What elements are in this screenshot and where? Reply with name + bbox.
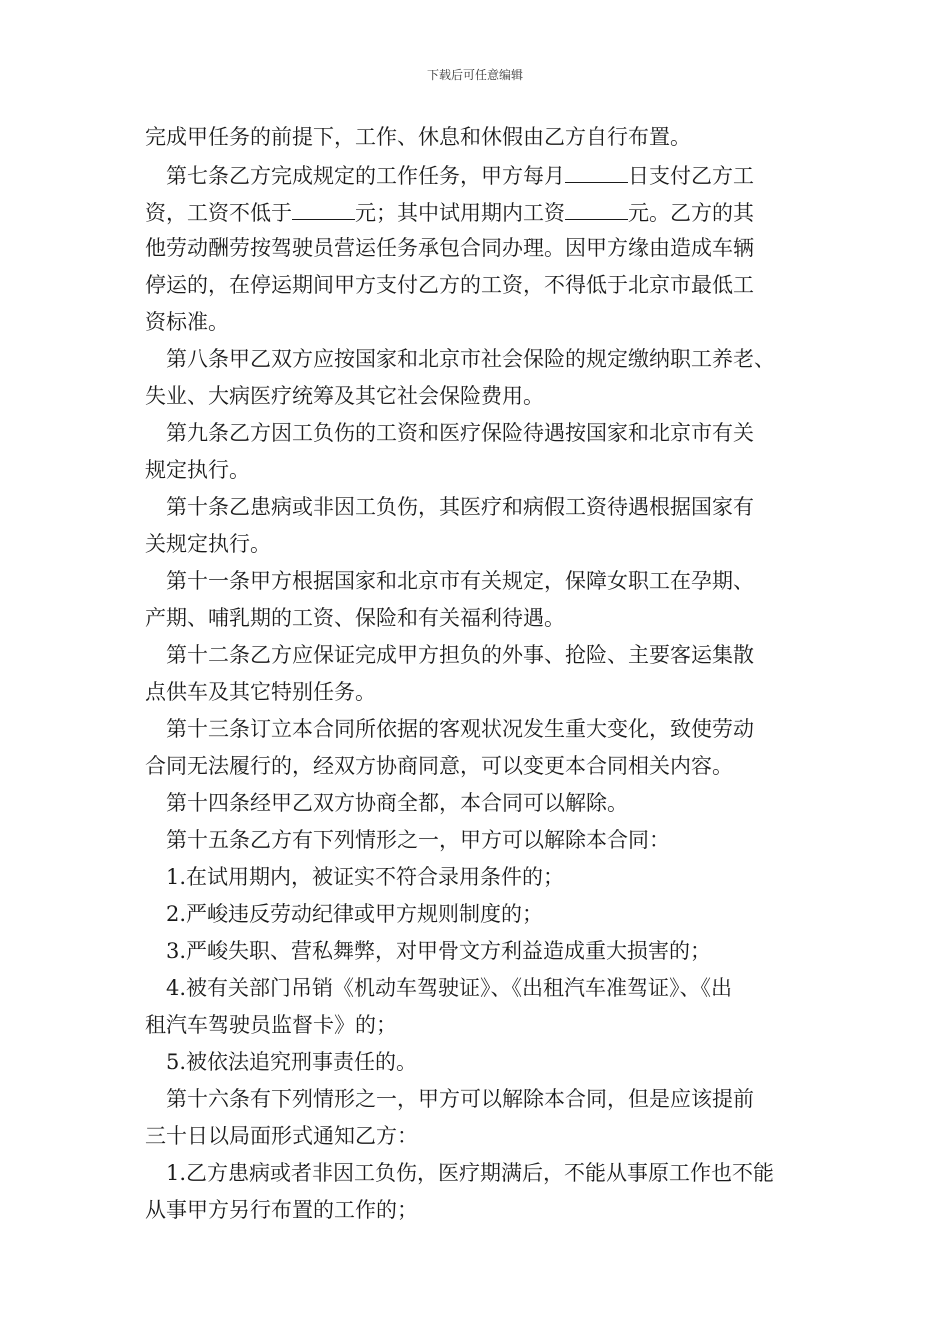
text-line: 产期、哺乳期的工资、保险和有关福利待遇。 xyxy=(145,606,565,630)
text-line: 第九条乙方因工负伤的工资和医疗保险待遇按国家和北京市有关 xyxy=(166,421,754,445)
text-line: 第十五条乙方有下列情形之一，甲方可以解除本合同： xyxy=(166,828,670,852)
text-line: 1.在试用期内，被证实不符合录用条件的； xyxy=(166,865,565,889)
text-line: 1.乙方患病或者非因工负伤，医疗期满后，不能从事原工作也不能 xyxy=(166,1161,775,1185)
text-line: 停运的，在停运期间甲方支付乙方的工资，不得低于北京市最低工 xyxy=(145,273,754,297)
text-line: 2.严峻违反劳动纪律或甲方规则制度的； xyxy=(166,902,544,926)
text-line xyxy=(145,193,825,230)
text-segment: 第七条乙方完成规定的工作任务，甲方每月 xyxy=(166,164,565,188)
text-line: 第十六条有下列情形之一，甲方可以解除本合同，但是应该提前 xyxy=(166,1087,754,1111)
fill-in-blank xyxy=(565,156,628,183)
text-line: 他劳动酬劳按驾驶员营运任务承包合同办理。因甲方缘由造成车辆 xyxy=(145,236,754,260)
fill-in-blank xyxy=(565,193,628,220)
text-line: 第十四条经甲乙双方协商全都，本合同可以解除。 xyxy=(166,791,628,815)
text-line xyxy=(145,156,825,193)
text-line: 第十三条订立本合同所依据的客观状况发生重大变化，致使劳动 xyxy=(166,717,754,741)
text-line: 规定执行。 xyxy=(145,458,250,482)
text-segment: 日支付乙方工 xyxy=(628,164,754,188)
text-line: 第八条甲乙双方应按国家和北京市社会保险的规定缴纳职工养老、 xyxy=(166,347,775,371)
text-line: 3.严峻失职、营私舞弊，对甲骨文方利益造成重大损害的； xyxy=(166,939,712,963)
text-segment: 元。乙方的其 xyxy=(628,201,754,225)
text-line: 三十日以局面形式通知乙方： xyxy=(145,1124,418,1148)
text-line: 资标准。 xyxy=(145,310,229,334)
text-line: 点供车及其它特别任务。 xyxy=(145,680,376,704)
text-line: 租汽车驾驶员监督卡》的； xyxy=(145,1013,397,1037)
text-line: 5.被依法追究刑事责任的。 xyxy=(166,1050,418,1074)
text-line: 第十条乙患病或非因工负伤，其医疗和病假工资待遇根据国家有 xyxy=(166,495,754,519)
text-line: 从事甲方另行布置的工作的； xyxy=(145,1198,418,1222)
text-line: 4.被有关部门吊销《机动车驾驶证》、《出租汽车准驾证》、《出 xyxy=(166,976,733,1000)
text-line: 第十一条甲方根据国家和北京市有关规定，保障女职工在孕期、 xyxy=(166,569,754,593)
fill-in-blank xyxy=(292,193,355,220)
text-segment: 元；其中试用期内工资 xyxy=(355,201,565,225)
text-line: 关规定执行。 xyxy=(145,532,271,556)
page-header: 下载后可任意编辑 xyxy=(426,68,523,82)
text-segment: 资，工资不低于 xyxy=(145,201,292,225)
text-line: 合同无法履行的，经双方协商同意，可以变更本合同相关内容。 xyxy=(145,754,733,778)
text-line: 第十二条乙方应保证完成甲方担负的外事、抢险、主要客运集散 xyxy=(166,643,754,667)
document-body xyxy=(145,119,825,1229)
text-line: 失业、大病医疗统筹及其它社会保险费用。 xyxy=(145,384,544,408)
text-line: 完成甲任务的前提下，工作、休息和休假由乙方自行布置。 xyxy=(145,125,691,149)
